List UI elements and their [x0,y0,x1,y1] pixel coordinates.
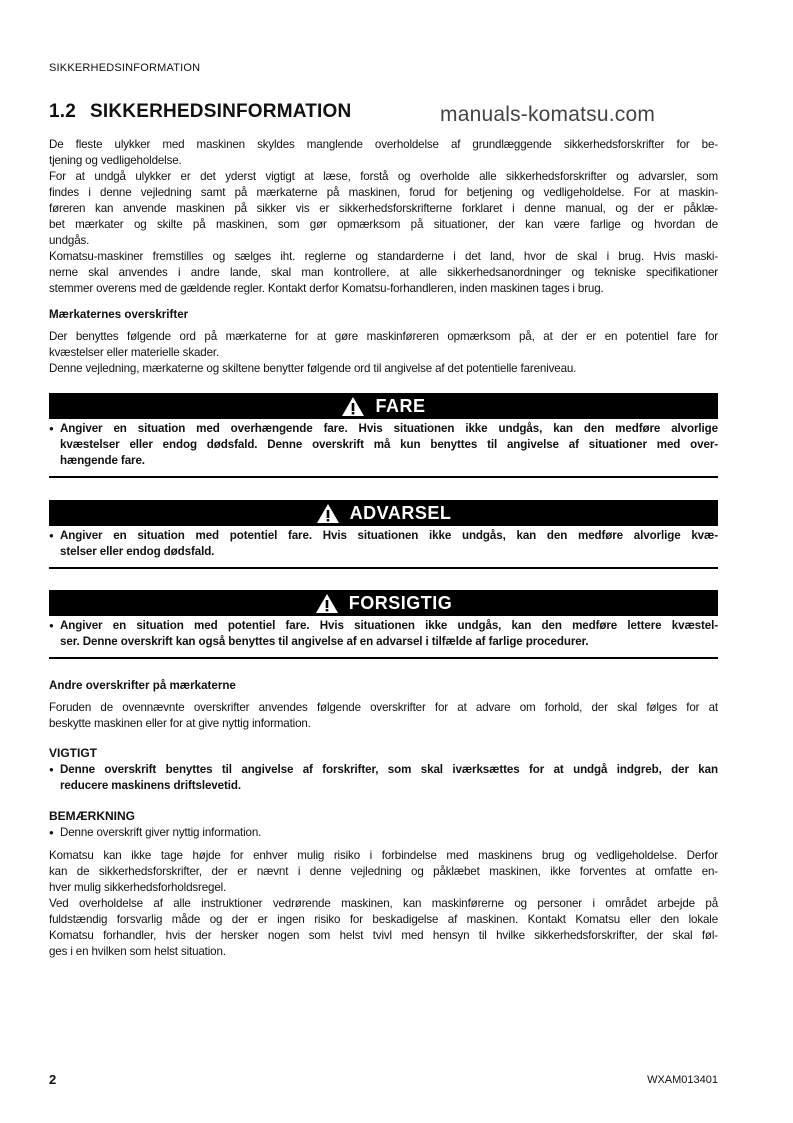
text-line: bet mærkater og skilte på maskinen, som gør opmærksom på situationer, der kan være farlige og hvordan de [49,218,718,231]
fare-banner [49,393,718,419]
text-line: stemmer overens med de gældende regler. Kontakt derfor Komatsu-forhandleren, inden maskinen tages i brug. [49,282,604,295]
forsigtig-label: FORSIGTIG [348,592,453,613]
text-line: Komatsu forhandler, hvis der hersker nogen som helst tvivl med hensyn til hvilke sikkerhedsforskrifter, der skal føl- [49,929,718,942]
text-line: kvæstelser eller materielle skader. [49,346,220,359]
text-line: Ved overholdelse af alle instruktioner vedrørende maskinen, kan maskinførerne og personer i området arbejde på [49,897,718,910]
bemaerkning-item [49,825,718,841]
closing-paragraph [49,848,718,960]
document-code: WXAM013401 [647,1074,718,1086]
text-line: Angiver en situation med potentiel fare. Hvis situationen ikke undgås, kan den medføre lettere kvæstel- [60,619,718,632]
section-title [49,101,351,123]
vigtigt-label: VIGTIGT [49,746,97,760]
signal-fare [49,393,718,478]
text-line: findes i denne vejledning samt på mærkaterne på maskinen, forud for betjening og vedligeholdelse. For at maskin- [49,186,718,199]
text-line: Angiver en situation med potentiel fare. Hvis situationen ikke undgås, kan den medføre alvorlige kvæ- [60,529,718,542]
bullet: ● [49,828,54,837]
bullet: ● [49,765,54,774]
text-line: Foruden de ovennævnte overskrifter anvendes følgende overskrifter for at advare om forhold, der skal følges for at [49,701,718,714]
bullet: ● [49,424,54,433]
text-line: De fleste ulykker med maskinen skyldes manglende overholdelse af grundlæggende sikkerhedsforskrifter for be- [49,138,718,151]
bullet: ● [49,621,54,630]
other-heading: Andre overskrifter på mærkaterne [49,679,236,692]
warning-triangle-icon [341,396,365,417]
intro-paragraph [49,137,718,297]
forsigtig-banner [49,590,718,616]
forsigtig-text [49,618,718,650]
warning-triangle-icon [316,503,340,524]
vigtigt-item [49,762,718,794]
divider [49,657,718,659]
text-line: Denne vejledning, mærkaterne og skiltene benytter følgende ord til angivelse af det potentielle fareniveau. [49,362,577,375]
fare-text [49,421,718,469]
text-line: tjening og vedligeholdelse. [49,154,182,167]
bemaerkning-label: BEMÆRKNING [49,809,135,823]
text-line: stelser eller endog dødsfald. [60,545,215,558]
text-line: beskytte maskinen eller for at give nyttig information. [49,717,311,730]
labels-heading: Mærkaternes overskrifter [49,308,189,321]
vigtigt-text [49,762,718,794]
text-line: føreren kan anvende maskinen på sikker vis er sikkerhedsforskrifterne forklaret i denne manual, og der er påklæ- [49,202,718,215]
text-line: reducere maskinens driftslevetid. [60,779,241,792]
text-line: Denne overskrift benyttes til angivelse af forskrifter, som skal iværksættes for at undgå indgreb, der kan [60,763,718,776]
text-line: ges i en hvilken som helst situation. [49,945,226,958]
page-number: 2 [49,1072,57,1087]
section-title-text: SIKKERHEDSINFORMATION [90,101,352,122]
advarsel-banner [49,500,718,526]
signal-forsigtig [49,590,718,659]
text-line: kan de sikkerhedsforskrifter, der er nævnt i denne vejledning og påklæbet maskinen, ikke forventes at omfatte en- [49,865,718,878]
text-line: hængende fare. [60,454,145,467]
text-line: kvæstelser eller endog dødsfald. Denne overskrift må kun benyttes til angivelse af situationer med over- [60,438,718,451]
text-line: Komatsu-maskiner fremstilles og sælges iht. reglerne og standarderne i det land, hvor de skal i brug. Hvis maski- [49,250,718,263]
other-paragraph [49,700,718,732]
text-line: undgås. [49,234,90,247]
text-line: ser. Denne overskrift kan også benyttes til angivelse af en advarsel i tilfælde af farlige procedurer. [60,635,589,648]
advarsel-text [49,528,718,560]
warning-triangle-icon [315,593,339,614]
text-line: Denne overskrift giver nyttig information. [60,826,262,839]
text-line: fuldstændig forsvarlig måde og der er ingen risiko for beskadigelse af maskinen. Kontakt Komatsu eller den lokale [49,913,718,926]
text-line: Angiver en situation med overhængende fare. Hvis situationen ikke undgås, kan den medføre alvorlige [60,422,718,435]
bullet: ● [49,531,54,540]
advarsel-label: ADVARSEL [349,502,452,523]
divider [49,476,718,478]
section-number: 1.2 [49,101,77,122]
text-line: nerne skal anvendes i andre lande, skal man kontrollere, at alle sikkerhedsanordninger og tekniske specifikationer [49,266,718,279]
text-line: hver mulig sikkerhedsforholdsregel. [49,881,227,894]
text-line: Der benyttes følgende ord på mærkaterne for at gøre maskinføreren opmærksom på, at der er en potentiel fare for [49,330,718,343]
text-line: Komatsu kan ikke tage højde for enhver mulig risiko i forbindelse med maskinens brug og vedligeholdelse. Derfor [49,849,718,862]
signal-advarsel [49,500,718,569]
divider [49,567,718,569]
bemaerkning-text [49,825,718,841]
running-header: SIKKERHEDSINFORMATION [49,62,201,74]
text-line: For at undgå ulykker er det yderst vigtigt at læse, forstå og overholde alle sikkerhedsforskrifter og advarsler, som [49,170,718,183]
watermark: manuals-komatsu.com [440,103,656,126]
labels-paragraph [49,329,718,377]
fare-label: FARE [375,395,426,416]
